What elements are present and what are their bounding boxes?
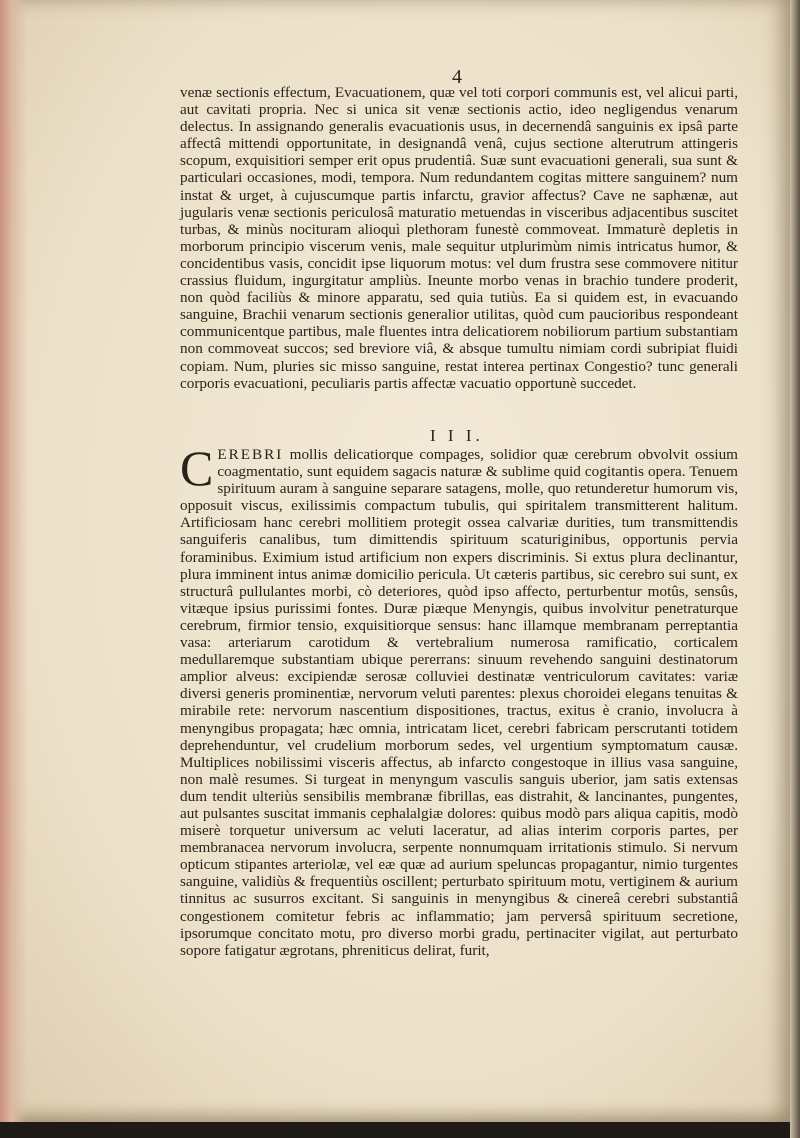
paragraph-cerebri-text: mollis delicatiorque compages, solidior quæ cerebrum obvolvit ossium coagmentatio, sunt equidem sagacis naturæ & sublime quid cogitantis opera. Tenuem spirituum auram à sanguine separare satagens, molle, quo retunderetur humorum vis, opposuit viscus, exilissimis compactum tubulis, qui spiritalem transmitterent halitum. Artificiosam hanc cerebri mollitiem protegit ossea calvariæ durities, tum transmittendis sanguiferis canalibus, tum dimittendis spirituum scaturiginibus, opportunis pervia foraminibus. Eximium istud artificium non expers discriminis. Si extus plura declinantur, plura imminent intus animæ domicilio pericula. Ut cæteris partibus, sic cerebro sui sunt, ex structurâ pullulantes morbi, cò deteriores, quòd ipso affecto, perturbentur motûs, sensûs, vitæque ipsius purissimi fontes. Duræ piæque Menyngis, quibus involvitur penetraturque cerebrum, firmior tensio, exquisitiorque sensus: hanc illamque membranam perreptantia vasa: arteriarum carotidum & vertebralium numerosa ramificatio, corticalem medullaremque substantiam ubique pererrans: sinuum revehendo sanguini destinatorum amplior alveus: excipiendæ serosæ colluviei destinatæ ventriculorum cavitates: variæ diversi generis prominentiæ, nervorum veluti parentes: plexus choroidei elegans tenuitas & mirabile rete: nervorum nascentium dispositiones, tractus, exitus è cranio, involucra à menyngibus propagata; hæc omnia, intricatam licet, cerebri fabricam perscrutanti totidem deprehenduntur, vel crudelium morborum sedes, vel urgentium symptomatum causæ. Multiplices nobilissimi visceris affectus, ab infarcto congestoque in illius vasa sanguine, non malè resumes. Si turgeat in menyngum vasculis sanguis uberior, jam satis extensas dum tendit ulteriùs sensibilis membranæ fibrillas, eas distrahit, & lancinantes, pungentes, aut pulsantes suscitat immanis cephalalgiæ dolores: quibus modò pars aliqua capitis, modò miserè torquetur universum ac veluti laceratur, ad alias interim corporis partes, per membranacea nervorum involucra, serpente nonnumquam irritationis stimulo. Si nervum opticum stipantes arteriolæ, vel eæ quæ ad aurium speluncas propagantur, nimio turgentes sanguine, validiùs & frequentiùs oscillent; perturbato spirituum motu, vertiginem & aurium tinnitus ac susurros excitant. Si sanguinis in menyngibus & cinereâ cerebri substantiâ congestionem comitetur febris ac inflammatio; jam perversâ spirituum secretione, ipsorumque concitato motu, pro diverso morbi gradu, pertinaciter vigilat, aut perturbato sopore fatigatur ægrotans, phreniticus delirat, furit, <box>180 446 738 959</box>
scan-bottom-edge <box>0 1122 790 1138</box>
drop-cap: C <box>180 440 214 496</box>
section-heading: I I I. <box>430 426 484 445</box>
page-number: 4 <box>452 66 462 88</box>
page-edge-stain <box>0 0 28 1122</box>
paragraph-cerebri <box>180 440 738 1006</box>
lead-caps: EREBRI <box>217 446 284 463</box>
paragraph-venae-sectionis: venæ sectionis effectum, Evacuationem, quæ vel toti corpori communis est, vel alicui parti, aut cavitati propria. Nec si unica sit venæ sectionis actio, ideo negligendus venarum delectus. In assignando generalis evacuationis usus, in decernendâ sanguinis ex ipsâ parte affectâ mittendi opportunitate, in designandâ venâ, cujus sectione alterutrum attingeris scopum, exquisitiori semper erit opus prudentiâ. Suæ sunt evacuationi generali, sua sunt & particulari occasiones, modi, tempora. Num redundantem cogitas mittere sanguinem? num instat & urget, à cujuscumque partis infarctu, gravior affectus? Cave ne saphænæ, aut jugularis venæ sectionis periculosâ maturatio metuendas in visceribus adjacentibus suscitet turbas, & minùs nocituram alioquì plethoram funestè commoveat. Immaturè depletis in morborum principio viscerum venis, male sequitur utplurimùm nimis intricatus humor, & concidentibus vasis, concidit ipse liquorum motus: vel dum frustra sese commovere nititur crassius fluidum, ingurgitatur ampliùs. Ineunte morbo venas in brachio tundere proderit, non quòd faciliùs & minore apparatu, sed quia tutiùs. Ea si quidem est, in evacuando sanguine, Brachii venarum sectionis generalior utilitas, quòd cum paucioribus respondeant communicentque partibus, male fluentes intra delicatiorem nobiliorum partium substantiam non commoveat succos; sed breviore viâ, & absque tumultu nimiam cordi subripiat fluidi copiam. Num, pluries sic misso sanguine, restat interea pertinax Congestio? tunc generali corporis evacuationi, peculiaris partis affectæ vacuatio opportunè succedet. <box>180 84 738 392</box>
